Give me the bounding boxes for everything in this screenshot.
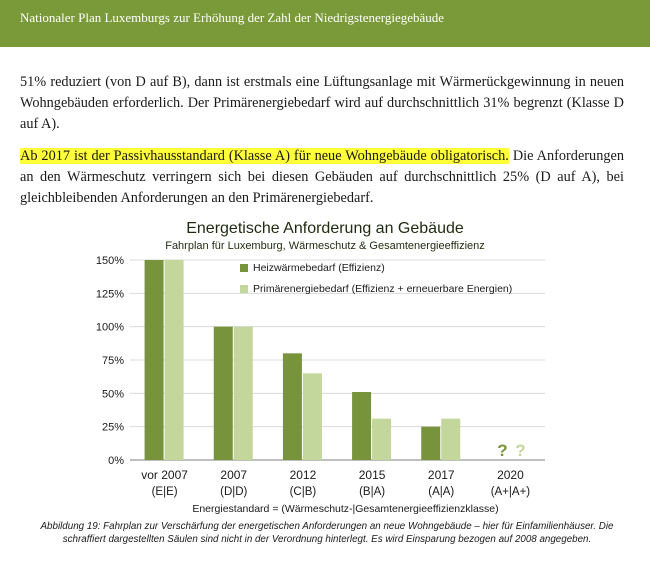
y-tick-label: 0% (108, 455, 124, 467)
y-tick-label: 100% (95, 321, 124, 334)
y-tick-label: 125% (95, 288, 124, 301)
paragraph-2 (20, 146, 624, 209)
x-tick-label: 2020 (497, 468, 524, 482)
unknown-marker: ? (497, 441, 508, 460)
legend-label-heizwaerme: Heizwärmebedarf (Effizienz) (253, 262, 385, 274)
bar-heizwaerme (352, 392, 371, 460)
x-tick-label: 2007 (220, 468, 248, 482)
bar-primaerenergie (303, 373, 322, 460)
x-tick-sublabel: (C|B) (289, 486, 317, 498)
bar-primaerenergie (372, 419, 391, 460)
bar-heizwaerme (214, 327, 233, 460)
y-tick-label: 25% (101, 421, 124, 434)
highlighted-sentence: Ab 2017 ist der Passivhausstandard (Klasse A) für neue Wohngebäude obligatorisch. (20, 148, 509, 164)
paragraph-2-rest: Die Anforderungen an den Wärmeschutz verringern sich bei diesen Gebäuden auf durchschnittlich 25% (D auf A), bei gleichbleibenden Anforderungen an den Primärenergiebedarf. (20, 148, 624, 206)
x-tick-sublabel: (B|A) (359, 486, 386, 498)
legend-swatch-heizwaerme (240, 264, 248, 272)
bar-primaerenergie (234, 327, 253, 460)
bar-heizwaerme (421, 427, 440, 460)
bar-primaerenergie (165, 260, 184, 460)
legend-swatch-primaerenergie (240, 285, 248, 293)
page-header-bar (0, 0, 650, 47)
paragraph-1: 51% reduziert (von D auf B), dann ist erstmals eine Lüftungsanlage mit Wärmerückgewinnung in neuen Wohngebäuden erforderlich. Der Primärenergiebedarf wird auf durchschnittlich 31% begrenzt (Klasse D auf A). (20, 74, 624, 132)
header-title: Nationaler Plan Luxemburgs zur Erhöhung der Zahl der Niedrigstenergiegebäude (20, 10, 445, 25)
legend-label-primaerenergie: Primärenergiebedarf (Effizienz + erneuerbare Energien) (253, 283, 513, 295)
x-tick-label: 2012 (289, 468, 317, 482)
y-tick-label: 150% (95, 255, 124, 267)
y-tick-label: 50% (101, 388, 124, 401)
x-tick-sublabel: (A|A) (428, 486, 455, 498)
x-tick-label: 2017 (427, 468, 455, 482)
bar-primaerenergie (441, 419, 460, 460)
legend-entry-primaerenergie (240, 283, 512, 295)
x-tick-sublabel: (D|D) (220, 486, 248, 498)
chart-subtitle: Fahrplan für Luxemburg, Wärmeschutz & Gesamtenergieeffizienz (165, 240, 485, 252)
x-tick-label: 2015 (358, 468, 386, 482)
bar-heizwaerme (283, 353, 302, 460)
bar-heizwaerme (145, 260, 164, 460)
legend-entry-heizwaerme (240, 262, 385, 274)
unknown-marker: ? (515, 441, 526, 460)
x-tick-label: vor 2007 (141, 468, 188, 482)
x-tick-sublabel: (E|E) (151, 486, 178, 498)
x-tick-sublabel: (A+|A+) (490, 486, 531, 498)
chart-title: Energetische Anforderung an Gebäude (186, 220, 464, 237)
figure-caption: Abbildung 19: Fahrplan zur Verschärfung der energetischen Anforderungen an neue Wohngebäude – hier für Einfamilienhäuser. Die schraffiert dargestellten Säulen sind nicht in der Verordnung hinterlegt. Es wird Einsparung bezogen auf 2008 angegeben. (40, 521, 614, 545)
y-tick-label: 75% (101, 355, 124, 367)
x-axis-label: Energiestandard = (Wärmeschutz-|Gesamtenergieeffizienzklasse) (192, 503, 499, 515)
